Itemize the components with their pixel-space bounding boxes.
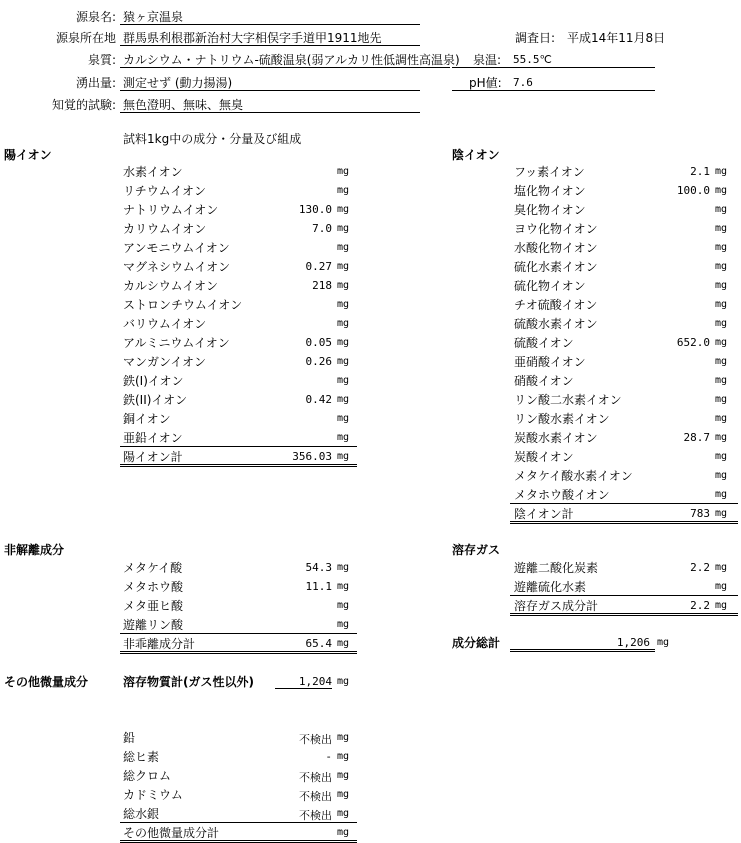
item-unit: mg <box>715 318 728 329</box>
ph-label: pH値: <box>469 76 502 90</box>
item-name: 硫化物イオン <box>514 279 586 293</box>
item-name: メタ亜ヒ酸 <box>123 599 184 613</box>
item-unit: mg <box>337 413 350 424</box>
item-name: 炭酸水素イオン <box>514 431 598 445</box>
total-top-line <box>120 633 357 634</box>
sample-title: 試料1kg中の成分・分量及び組成 <box>123 132 302 146</box>
item-unit: mg <box>715 261 728 272</box>
item-unit: mg <box>337 432 350 443</box>
total-label: 陽イオン計 <box>123 450 183 464</box>
item-name: 亜硝酸イオン <box>514 355 586 369</box>
item-unit: mg <box>337 770 350 781</box>
item-name: メタホウ酸イオン <box>514 488 610 502</box>
item-unit: mg <box>337 732 350 743</box>
item-name: リチウムイオン <box>123 184 207 198</box>
item-value: 0.05 <box>305 336 332 349</box>
item-name: リン酸二水素イオン <box>514 393 622 407</box>
item-unit: mg <box>715 337 728 348</box>
item-unit: mg <box>337 789 350 800</box>
location-underline <box>120 45 420 46</box>
dissolved-unit: mg <box>337 676 350 687</box>
item-unit: mg <box>715 581 728 592</box>
item-value: 100.0 <box>676 184 710 197</box>
cations-heading: 陽イオン <box>4 148 52 162</box>
total-top-line <box>510 503 738 504</box>
item-value: 不検出 <box>299 790 332 803</box>
item-name: 遊離硫化水素 <box>514 580 587 594</box>
item-unit: mg <box>715 489 728 500</box>
item-unit: mg <box>715 166 728 177</box>
item-name: 硫酸イオン <box>514 336 574 350</box>
item-name: 鉛 <box>123 731 136 745</box>
dissolved-underline <box>275 688 332 689</box>
item-unit: mg <box>337 318 350 329</box>
nondissociated-heading: 非解離成分 <box>4 543 65 557</box>
item-unit: mg <box>337 299 350 310</box>
item-name: 亜鉛イオン <box>123 431 183 445</box>
item-unit: mg <box>337 223 350 234</box>
item-name: 硫化水素イオン <box>514 260 598 274</box>
total-label: 非乖離成分計 <box>123 637 196 651</box>
item-name: 遊離二酸化炭素 <box>514 561 599 575</box>
total-bottom-line <box>510 521 738 524</box>
item-unit: mg <box>337 185 350 196</box>
total-unit: mg <box>337 638 350 649</box>
item-name: バリウムイオン <box>123 317 207 331</box>
item-value: 2.2 <box>690 561 710 574</box>
item-name: メタホウ酸 <box>123 580 184 594</box>
item-name: 硝酸イオン <box>514 374 574 388</box>
item-value: 0.42 <box>305 393 332 406</box>
item-name: 総ヒ素 <box>123 750 160 764</box>
total-top-line <box>510 595 738 596</box>
total-unit: mg <box>715 508 728 519</box>
item-name: 総クロム <box>123 769 172 783</box>
ph-underline <box>452 90 655 91</box>
item-value: 11.1 <box>305 580 332 593</box>
temp-underline <box>452 67 655 68</box>
total-top-line <box>120 822 357 823</box>
item-name: リン酸水素イオン <box>514 412 610 426</box>
grand-total-label: 成分総計 <box>452 636 501 650</box>
source-name-label: 源泉名: <box>75 10 116 24</box>
item-unit: mg <box>715 280 728 291</box>
item-value: 不検出 <box>299 771 332 784</box>
item-name: カルシウムイオン <box>123 279 218 293</box>
total-bottom-line <box>510 613 738 616</box>
item-unit: mg <box>715 185 728 196</box>
item-unit: mg <box>715 451 728 462</box>
item-unit: mg <box>715 470 728 481</box>
item-name: マンガンイオン <box>123 355 207 369</box>
sensory-underline <box>120 112 420 113</box>
quality-value: カルシウム・ナトリウム-硫酸温泉(弱アルカリ性低調性高温泉) <box>123 53 460 67</box>
item-name: 塩化物イオン <box>514 184 586 198</box>
item-unit: mg <box>337 280 350 291</box>
total-value: 2.2 <box>690 599 710 612</box>
gases-heading: 溶存ガス <box>452 543 501 557</box>
item-name: 銅イオン <box>123 412 171 426</box>
item-value: 0.26 <box>305 355 332 368</box>
item-value: 0.27 <box>305 260 332 273</box>
item-unit: mg <box>337 204 350 215</box>
grand-total-unit: mg <box>657 637 670 648</box>
item-unit: mg <box>337 261 350 272</box>
item-value: 54.3 <box>305 561 332 574</box>
anions-heading: 陰イオン <box>452 148 500 162</box>
item-unit: mg <box>337 600 350 611</box>
item-value: 2.1 <box>690 165 710 178</box>
dissolved-label: 溶存物質計(ガス性以外) <box>123 675 254 689</box>
total-unit: mg <box>337 827 350 838</box>
item-name: アルミニウムイオン <box>123 336 230 350</box>
sensory-value: 無色澄明、無味、無臭 <box>123 98 244 112</box>
item-unit: mg <box>715 204 728 215</box>
quality-underline <box>120 67 450 68</box>
item-unit: mg <box>715 356 728 367</box>
total-top-line <box>120 446 357 447</box>
location-value: 群馬県利根郡新治村大字相俣字手道甲1911地先 <box>123 31 382 45</box>
item-unit: mg <box>337 581 350 592</box>
item-value: 652.0 <box>676 336 710 349</box>
total-unit: mg <box>715 600 728 611</box>
survey-date: 平成14年11月8日 <box>567 31 666 45</box>
source-name-value: 猿ヶ京温泉 <box>123 10 184 24</box>
item-name: 炭酸イオン <box>514 450 574 464</box>
grand-total-value: 1,206 <box>616 636 650 649</box>
item-name: 遊離リン酸 <box>123 618 184 632</box>
ph-value: 7.6 <box>513 76 533 89</box>
item-name: カドミウム <box>123 788 183 802</box>
item-name: マグネシウムイオン <box>123 260 231 274</box>
total-value: 783 <box>690 507 710 520</box>
item-value: - <box>325 750 332 763</box>
flow-label: 湧出量: <box>75 76 116 90</box>
item-unit: mg <box>715 375 728 386</box>
item-value: 28.7 <box>683 431 710 444</box>
total-unit: mg <box>337 451 350 462</box>
item-unit: mg <box>337 356 350 367</box>
item-unit: mg <box>715 223 728 234</box>
item-name: 鉄(II)イオン <box>123 393 188 407</box>
temp-label: 泉温: <box>473 53 502 67</box>
item-value: 218 <box>312 279 332 292</box>
trace-heading: その他微量成分 <box>4 675 89 689</box>
location-label: 源泉所在地 <box>55 31 116 45</box>
source-name-underline <box>120 24 420 25</box>
dissolved-value: 1,204 <box>298 675 332 688</box>
total-value: 65.4 <box>305 637 332 650</box>
item-unit: mg <box>715 432 728 443</box>
item-name: チオ硫酸イオン <box>514 298 598 312</box>
item-name: ナトリウムイオン <box>123 203 219 217</box>
total-value: 356.03 <box>292 450 332 463</box>
item-unit: mg <box>337 394 350 405</box>
grand-total-underline <box>510 649 655 652</box>
item-unit: mg <box>715 299 728 310</box>
item-unit: mg <box>337 751 350 762</box>
item-name: 臭化物イオン <box>514 203 586 217</box>
item-name: 鉄(I)イオン <box>123 374 184 388</box>
survey-label: 調査日: <box>515 31 556 45</box>
item-unit: mg <box>337 808 350 819</box>
total-label: 溶存ガス成分計 <box>514 599 599 613</box>
item-name: 総水銀 <box>123 807 160 821</box>
item-unit: mg <box>337 375 350 386</box>
item-unit: mg <box>337 337 350 348</box>
item-name: ヨウ化物イオン <box>514 222 598 236</box>
item-name: カリウムイオン <box>123 222 207 236</box>
item-unit: mg <box>715 242 728 253</box>
total-bottom-line <box>120 651 357 654</box>
item-name: メタケイ酸水素イオン <box>514 469 633 483</box>
item-name: アンモニウムイオン <box>123 241 230 255</box>
item-value: 不検出 <box>299 809 332 822</box>
item-name: ストロンチウムイオン <box>123 298 243 312</box>
item-unit: mg <box>337 619 350 630</box>
item-unit: mg <box>337 166 350 177</box>
item-unit: mg <box>337 562 350 573</box>
temp-value: 55.5℃ <box>513 53 552 66</box>
sensory-label: 知覚的試験: <box>51 98 116 112</box>
flow-underline <box>120 90 420 91</box>
item-value: 7.0 <box>312 222 332 235</box>
item-value: 不検出 <box>299 733 332 746</box>
item-unit: mg <box>715 413 728 424</box>
total-bottom-line <box>120 464 357 467</box>
flow-value: 測定せず (動力揚湯) <box>123 76 233 90</box>
item-value: 130.0 <box>298 203 332 216</box>
item-name: メタケイ酸 <box>123 561 183 575</box>
item-unit: mg <box>715 562 728 573</box>
total-label: その他微量成分計 <box>123 826 220 840</box>
quality-label: 泉質: <box>87 53 116 67</box>
item-unit: mg <box>337 242 350 253</box>
total-label: 陰イオン計 <box>514 507 574 521</box>
item-name: フッ素イオン <box>514 165 585 179</box>
item-name: 硫酸水素イオン <box>514 317 598 331</box>
item-unit: mg <box>715 394 728 405</box>
item-name: 水酸化物イオン <box>514 241 598 255</box>
item-name: 水素イオン <box>123 165 183 179</box>
